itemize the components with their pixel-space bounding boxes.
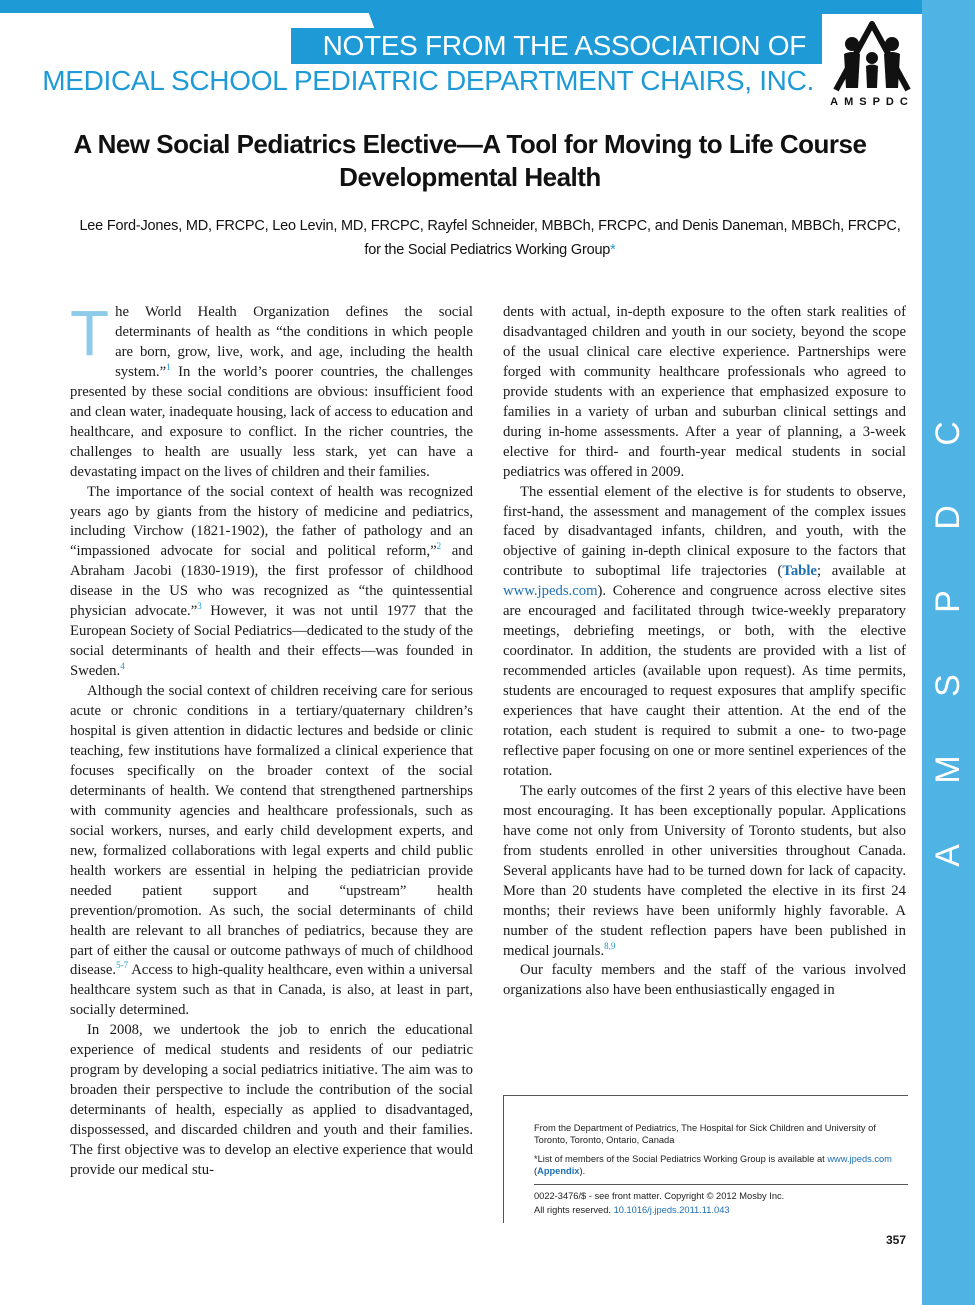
text: All rights reserved. xyxy=(534,1205,614,1215)
members-note xyxy=(534,1153,908,1177)
page-number: 357 xyxy=(885,1233,906,1247)
paragraph xyxy=(503,483,906,782)
side-letter-s: S xyxy=(929,674,967,697)
paragraph xyxy=(70,682,473,1021)
rights-note xyxy=(534,1204,908,1216)
jpeds-link[interactable]: www.jpeds.com xyxy=(503,583,598,600)
footnotes-box xyxy=(503,1095,908,1223)
reference-link[interactable]: 4 xyxy=(120,661,125,672)
text: and Abraham Jacobi (1830-1919), the first professor of childhood disease in the US who was recognized as “the quintessential physician advocate.” xyxy=(70,543,473,620)
doi-link[interactable]: 10.1016/j.jpeds.2011.11.043 xyxy=(613,1205,730,1215)
paragraph: Our faculty members and the staff of the various involved organizations also have been enthusiastically engaged in xyxy=(503,962,906,999)
paragraph xyxy=(70,483,473,683)
authors xyxy=(40,214,940,262)
authors-line-1: Lee Ford-Jones, MD, FRCPC, Leo Levin, MD, FRCPC, Rayfel Schneider, MBBCh, FRCPC, and Denis Daneman, MBBCh, FRCPC, xyxy=(79,218,901,234)
text: In the world’s poorer countries, the challenges presented by these social conditions are obvious: insufficient food and clean water, inadequate housing, lack of access to education and healthcare, and exposure to conflict. In the richer countries, the challenges to health are usually less stark, yet can have a devastating impact on the lives of children and their families. xyxy=(70,363,473,480)
side-letter-c: C xyxy=(929,421,967,446)
family-logo-icon xyxy=(822,14,922,96)
reference-link[interactable]: 5-7 xyxy=(116,960,129,971)
text: ). Coherence and congruence across elective sites are encouraged and facilitated through twice-weekly preparatory meetings, debriefing meetings, or both, with the elective coordinator. In addition, the students are provided with a list of recommended articles (available upon request). As time permits, students are encouraged to request exposures that amplify specific experiences that have caught their attention. At the end of the rotation, each student is required to submit a one- to two-page reflective paper focusing on one or more sentinel experiences of the rotation. xyxy=(503,583,906,779)
footnote-divider xyxy=(534,1184,908,1185)
paragraph xyxy=(503,782,906,962)
text: ; available at xyxy=(816,563,907,580)
header-line-1: NOTES FROM THE ASSOCIATION OF xyxy=(291,28,814,64)
appendix-link[interactable]: Appendix xyxy=(537,1166,580,1176)
table-link[interactable]: Table xyxy=(782,563,817,580)
side-letter-p: P xyxy=(929,590,967,613)
members-url-link[interactable]: www.jpeds.com xyxy=(827,1154,892,1164)
copyright-note: 0022-3476/$ - see front matter. Copyright © 2012 Mosby Inc. xyxy=(534,1191,785,1201)
paragraph: dents with actual, in-depth exposure to the often stark realities of disadvantaged children and youth in our society, beyond the scope of the usual clinical care elective experience. Partnerships were forged with community healthcare professionals who agreed to provide students with an experience that emphasized exposure to families in a variety of urban and suburban clinical settings and during in-home assessments. After a year of planning, a 3-week elective for third- and fourth-year medical students in social pediatrics was offered in 2009. xyxy=(503,304,906,480)
paragraph xyxy=(70,297,473,483)
side-letter-m: M xyxy=(929,755,967,784)
left-column xyxy=(70,297,473,1181)
article-title: A New Social Pediatrics Elective—A Tool for Moving to Life Course Developmental Health xyxy=(73,129,867,192)
working-group: for the Social Pediatrics Working Group xyxy=(364,242,611,258)
drop-cap: T xyxy=(70,297,110,369)
text: However, it was not until 1977 that the European Society of Social Pediatrics—dedicated to the study of the social determinants of health and their effects—was founded in Sweden. xyxy=(70,603,473,680)
reference-link[interactable]: 2 xyxy=(436,541,442,552)
logo-text: AMSPDC xyxy=(830,96,914,108)
text: Although the social context of children receiving care for serious acute or chronic conditions in a tertiary/quaternary children’s hospital is given attention in didactic lectures and bedside or clinic teaching, few institutions have formalized a clinical experience that focuses specifically on the broader context of the social determinants of health. We contend that strengthened partnerships with community agencies and healthcare professionals, such as social workers, nurses, and early child development experts, and new, formalized collaborations with legal experts and child public health workers are essential in helping the pediatrician provide needed patient support and “upstream” health prevention/promotion. As such, the social determinants of child health are relevant to all branches of pediatrics, because they are part of either the causal or outcome pathways of much of childhood disease. xyxy=(70,683,473,979)
text: ( xyxy=(534,1166,538,1176)
reference-link[interactable]: 1 xyxy=(166,361,171,372)
reference-link[interactable]: 8,9 xyxy=(604,940,616,951)
text: ). xyxy=(579,1166,586,1176)
text: The early outcomes of the first 2 years of this elective have been most encouraging. It has been exceptionally popular. Applications have come not only from University of Toronto students, but also from students enrolled in other universities throughout Canada. Several applicants have had to be turned down for lack of capacity. More than 20 students have completed the elective in its first 24 months; their reviews have been uniformly highly favorable. A number of the student reflection papers have been published in medical journals. xyxy=(503,782,906,959)
text: he World Health Organization defines the social determinants of health as “the conditions in which people are born, grow, live, work, and age, including the health system.” xyxy=(115,304,473,380)
reference-link[interactable]: 3 xyxy=(197,601,202,612)
authors-footnote-marker[interactable]: * xyxy=(610,242,616,258)
text: *List of members of the Social Pediatrics Working Group is available at xyxy=(534,1154,828,1164)
affiliation-note: From the Department of Pediatrics, The Hospital for Sick Children and University of Toronto, Toronto, Ontario, Canada xyxy=(534,1123,876,1145)
text: Access to high-quality healthcare, even within a universal healthcare system such as that in Canada, is also, at least in part, socially determined. xyxy=(70,962,473,1019)
paragraph: In 2008, we undertook the job to enrich the educational experience of medical students and residents of our pediatric program by developing a social pediatrics initiative. The aim was to broaden their perspective to include the contribution of the social determinants of health, especially as applied to disadvantaged, dispossessed, and discarded children and youth and their families. The first objective was to develop an elective experience that would provide our medical stu- xyxy=(70,1022,473,1178)
top-color-bar xyxy=(0,0,922,13)
authors-line-2 xyxy=(40,238,940,262)
side-color-bar xyxy=(922,0,975,1305)
side-letter-a: A xyxy=(929,844,967,867)
header-line-2: MEDICAL SCHOOL PEDIATRIC DEPARTMENT CHAIRS, INC. xyxy=(42,65,814,96)
right-column xyxy=(503,303,906,1001)
text: The essential element of the elective is for students to observe, first-hand, the assessment and management of the complex issues faced by disadvantaged infants, children, and youth, with the objective of gaining in-depth clinical exposure to the factors that contribute to suboptimal life trajectories ( xyxy=(503,483,906,580)
side-letter-d: D xyxy=(929,505,967,530)
text: The importance of the social context of health was recognized years ago by giants from the history of medicine and pediatrics, including Virchow (1821-1902), the father of pathology and an “impassioned advocate for social and political reform,” xyxy=(70,483,473,560)
